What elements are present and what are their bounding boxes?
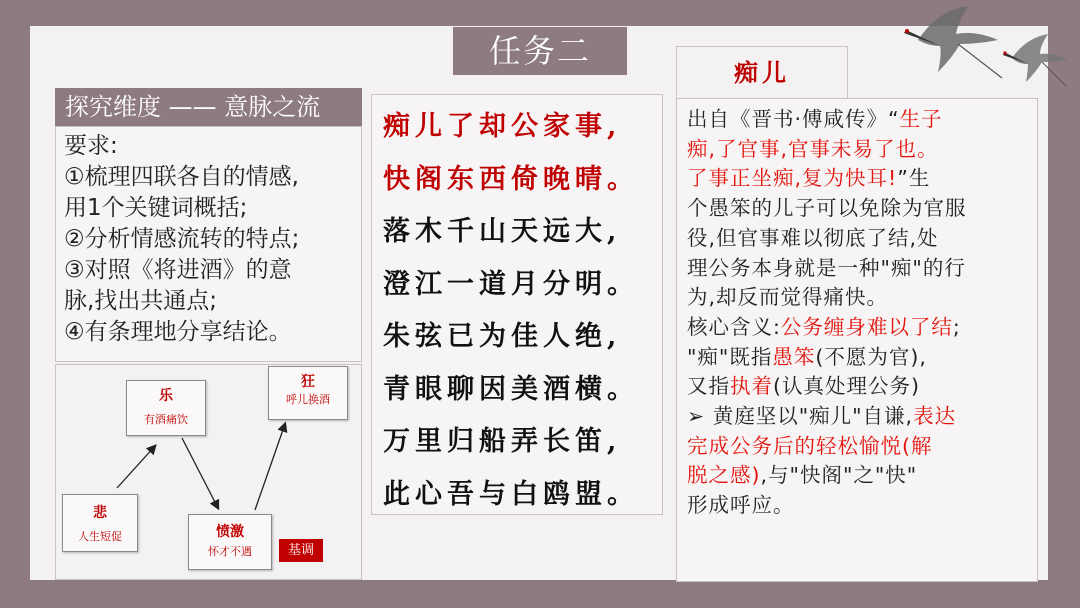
highlight-text: 公务缠身难以了结 [780, 314, 953, 339]
poem-line: 青眼聊因美酒横。 [383, 373, 639, 405]
poem-line: 此心吾与白鸥盟。 [383, 478, 639, 510]
poem-line: 落木千山天远大, [383, 216, 622, 247]
explanation-line [687, 343, 927, 372]
body-text: ; [952, 314, 961, 339]
highlight-text: 痴,了官事,官事未易了也。 [687, 136, 939, 161]
explanation-line [687, 254, 966, 283]
requirement-line: ④有条理地分享结论。 [64, 319, 292, 345]
highlight-text: 脱之感) [687, 463, 761, 488]
body-text: ➢ 黄庭坚以"痴儿"自谦, [687, 404, 914, 428]
term-tab: 痴儿 [676, 46, 848, 98]
body-text: 为,却反而觉得痛快。 [687, 285, 889, 310]
body-text: 个愚笨的儿子可以免除为官服 [687, 196, 967, 221]
requirement-line: ③对照《将进酒》的意 [64, 257, 292, 283]
explanation-line [687, 224, 939, 253]
explanation-line [687, 194, 967, 223]
explanation-line [687, 164, 930, 193]
explanation-line [687, 105, 943, 134]
body-text: 又指 [687, 374, 730, 399]
body-text: (认真处理公务) [773, 374, 920, 399]
explanation-line [687, 402, 956, 431]
emotion-node-sorrow: 悲 人生短促 [62, 494, 138, 552]
explanation-line [687, 313, 961, 342]
highlight-text: 执着 [730, 374, 773, 399]
body-text: 理公务本身就是一种"痴"的行 [687, 255, 966, 280]
arrow [117, 446, 155, 488]
requirement-line: 用1个关键词概括; [64, 195, 248, 221]
emotion-node-joy: 乐 有酒痛饮 [126, 380, 206, 436]
explanation-line [687, 432, 933, 461]
emotion-node-indignation: 愤激 怀才不遇 [188, 514, 272, 570]
requirement-line: ①梳理四联各自的情感, [64, 164, 299, 190]
keynote-tag: 基调 [279, 539, 323, 562]
body-text: (不愿为官), [815, 344, 927, 369]
poem-box [371, 94, 663, 515]
body-text: ”生 [897, 166, 931, 191]
body-text: 出自《晋书·傅咸传》“ [687, 107, 900, 131]
body-text: 核心含义: [687, 314, 781, 339]
body-text: ,与"快阁"之"快" [760, 463, 918, 488]
explanation-line [687, 491, 795, 520]
highlight-text: 了事正坐痴,复为快耳! [687, 166, 898, 191]
arrow [182, 438, 218, 508]
explanation-line [687, 372, 920, 401]
poem-line: 痴儿了却公家事, [383, 111, 622, 142]
poem-line: 朱弦已为佳人绝, [383, 321, 622, 352]
arrow [255, 424, 285, 510]
requirement-line: ②分析情感流转的特点; [64, 226, 300, 252]
explanation-line [687, 135, 939, 164]
body-text: 形成呼应。 [687, 493, 795, 518]
highlight-text: 愚笨 [772, 344, 816, 369]
highlight-text: 生子 [899, 107, 943, 131]
highlight-text: 完成公务后的轻松愉悦(解 [687, 433, 933, 458]
poem-line: 万里归船弄长笛, [383, 426, 622, 457]
poem-line: 快阁东西倚晚晴。 [383, 163, 639, 195]
body-text: "痴"既指 [687, 344, 773, 369]
dimension-header: 探究维度 —— 意脉之流 [55, 88, 362, 126]
requirement-line: 脉,找出共通点; [64, 288, 218, 314]
poem-line: 澄江一道月分明。 [383, 268, 639, 300]
requirement-line: 要求: [64, 133, 118, 159]
page-title: 任务二 [453, 27, 627, 75]
explanation-line [687, 283, 888, 312]
body-text: 役,但官事难以彻底了结,处 [687, 225, 939, 250]
explanation-line [687, 461, 917, 490]
highlight-text: 表达 [913, 404, 957, 428]
explanation-box [676, 98, 1038, 582]
emotion-node-wild: 狂 呼儿换酒 [268, 366, 348, 420]
